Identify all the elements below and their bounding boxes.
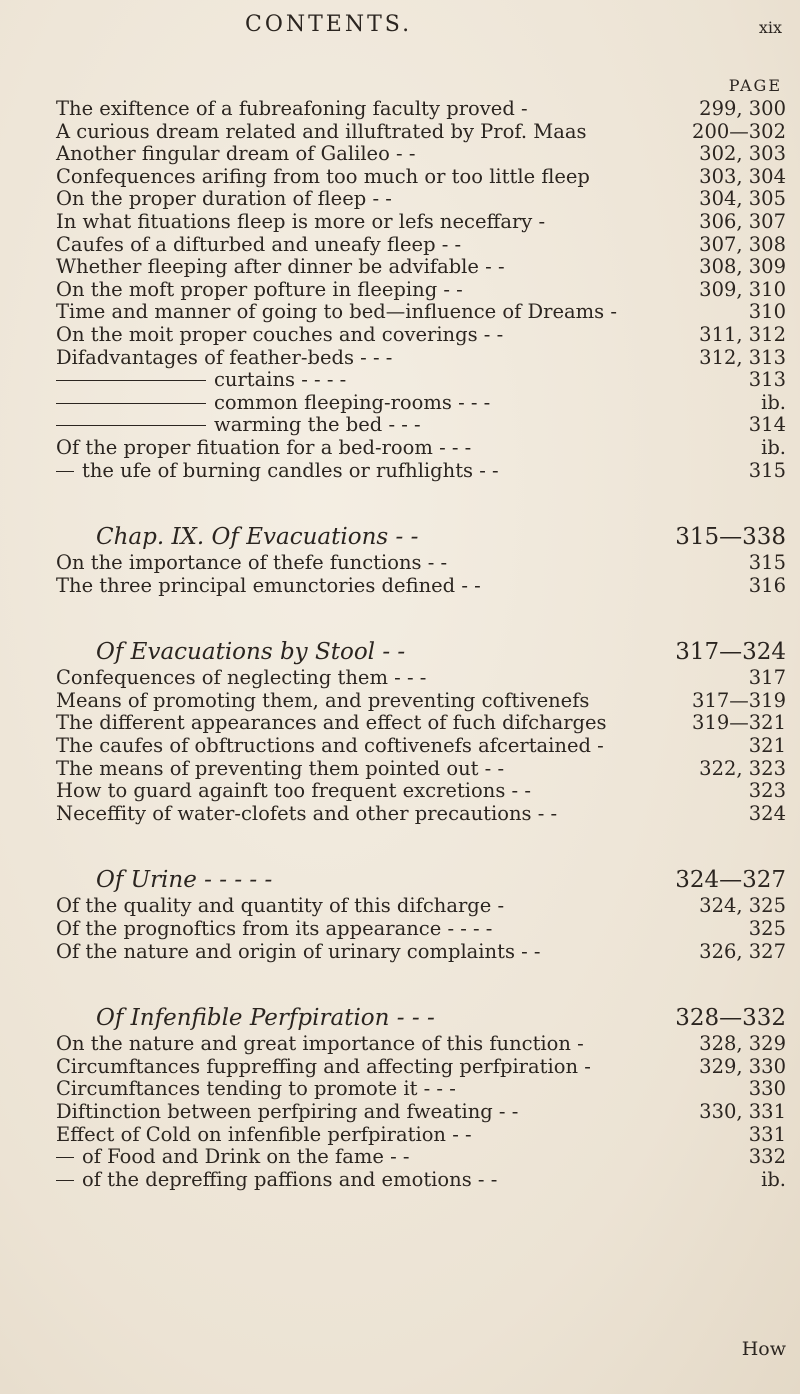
ditto-rule <box>56 403 206 404</box>
toc-entry <box>56 121 786 144</box>
toc-entry-page: 200—302 <box>692 119 786 143</box>
ditto-rule <box>56 380 206 381</box>
toc-entry <box>56 98 786 121</box>
toc-entry <box>56 780 786 803</box>
toc-entry-page: ib. <box>761 1167 786 1191</box>
toc-entry <box>56 758 786 781</box>
page-column-label: PAGE <box>728 76 782 95</box>
toc-block-stool <box>56 667 786 825</box>
toc-entry-title: Caufes of a difturbed and uneafy fleep - - <box>56 232 462 256</box>
toc-entry <box>56 1101 786 1124</box>
toc-entry-title: common fleeping-rooms - - - <box>56 392 490 415</box>
toc-entry <box>56 324 786 347</box>
toc-entry <box>56 918 786 941</box>
toc-entry <box>56 1078 786 1101</box>
toc-entry-title: Circumftances fuppreffing and affecting perfpiration - <box>56 1054 591 1078</box>
toc-block-urine <box>56 895 786 963</box>
toc-entry <box>56 414 786 437</box>
toc-entry-page: 311, 312 <box>699 322 786 346</box>
toc-entry <box>56 279 786 302</box>
toc-entry <box>56 211 786 234</box>
toc-entry-title: Of the quality and quantity of this difcharge - <box>56 894 505 918</box>
toc-entry-title: A curious dream related and illuftrated by Prof. Maas <box>56 119 587 143</box>
toc-entry-title: On the moit proper couches and coverings - - <box>56 322 504 346</box>
toc-entry-page: 302, 303 <box>699 142 786 166</box>
ditto-rule <box>56 471 74 472</box>
toc-entry <box>56 143 786 166</box>
toc-entry-title: The different appearances and effect of fuch difcharges <box>56 711 607 735</box>
toc-block-sleep <box>56 98 786 482</box>
toc-entry-title: Means of promoting them, and preventing coftivenefs <box>56 688 590 712</box>
toc-entry-title: On the nature and great importance of this function - <box>56 1032 584 1056</box>
toc-entry <box>56 1124 786 1147</box>
toc-entry <box>56 1056 786 1079</box>
toc-entry-title: curtains - - - - <box>56 369 346 392</box>
toc-entry-page: 317 <box>748 666 786 690</box>
toc-entry-page: 304, 305 <box>699 187 786 211</box>
toc-entry-title: Circumftances tending to promote it - - - <box>56 1077 456 1101</box>
toc-entry <box>56 575 786 598</box>
toc-block-evacuations <box>56 552 786 597</box>
toc-entry <box>56 667 786 690</box>
toc-entry-page: 330, 331 <box>699 1100 786 1123</box>
toc-entry-title: Confequences of neglecting them - - - <box>56 666 427 690</box>
toc-entry-page: 310 <box>748 300 786 324</box>
toc-entry-page: 309, 310 <box>699 277 786 301</box>
toc-entry-title: In what fituations fleep is more or lefs neceffary - <box>56 209 546 233</box>
toc-entry-page: 319—321 <box>692 711 786 735</box>
ditto-rule <box>56 1157 74 1158</box>
toc-entry-page: 324, 325 <box>699 894 786 918</box>
toc-entry <box>56 256 786 279</box>
toc-entry <box>56 803 786 826</box>
toc-entry <box>56 735 786 758</box>
toc-entry-page: 312, 313 <box>699 345 786 369</box>
toc-entry-page: 299, 300 <box>699 97 786 120</box>
section-heading-stool: Of Evacuations by Stool - - 317—324 <box>96 639 786 666</box>
toc-entry-title: On the moft proper pofture in fleeping - - <box>56 277 463 301</box>
toc-entry-page: 328, 329 <box>699 1032 786 1056</box>
toc-entry <box>56 301 786 324</box>
toc-entry <box>56 1146 786 1169</box>
section-heading-urine: Of Urine - - - - - 324—327 <box>96 867 786 894</box>
toc-entry-title: Of the prognoftics from its appearance - - - - <box>56 917 493 941</box>
toc-entry-page: 303, 304 <box>699 164 786 188</box>
toc-entry-title: The three principal emunctories defined - - <box>56 573 481 597</box>
toc-entry-page: 331 <box>748 1122 786 1146</box>
toc-entry <box>56 1169 786 1192</box>
toc-entry-title: How to guard againft too frequent excretions - - <box>56 779 531 803</box>
toc-entry-title: On the importance of thefe functions - - <box>56 551 448 575</box>
toc-entry-title: On the proper duration of fleep - - <box>56 187 392 211</box>
toc-entry-page: ib. <box>761 435 786 459</box>
toc-entry <box>56 166 786 189</box>
page-number: xix <box>758 18 782 37</box>
toc-entry-page: 330 <box>748 1077 786 1101</box>
toc-entry-title: Effect of Cold on infenfible perfpiration - - <box>56 1122 472 1146</box>
toc-entry <box>56 188 786 211</box>
toc-entry-title: The exiftence of a fubreafoning faculty proved - <box>56 97 528 120</box>
toc-entry-title: Difadvantages of feather-beds - - - <box>56 345 393 369</box>
toc-entry-title: Time and manner of going to bed—influence of Dreams - <box>56 300 617 324</box>
toc-entry-title: Another fingular dream of Galileo - - <box>56 142 416 166</box>
toc-entry-title: Diftinction between perfpiring and fweating - - <box>56 1100 519 1123</box>
toc-entry <box>56 1033 786 1056</box>
running-head <box>0 12 800 42</box>
toc-entry <box>56 392 786 415</box>
toc-entry-page: 323 <box>748 779 786 803</box>
toc-entry <box>56 347 786 370</box>
toc-entry-title: Of the proper fituation for a bed-room - - - <box>56 435 472 459</box>
toc-entry-title: the ufe of burning candles or rufhlights - - <box>56 460 499 483</box>
toc-entry <box>56 941 786 964</box>
toc-entry-page: 306, 307 <box>699 209 786 233</box>
toc-entry <box>56 234 786 257</box>
toc-entry-title: warming the bed - - - <box>56 414 421 437</box>
toc-entry-page: 321 <box>748 734 786 758</box>
toc-entry-page: 322, 323 <box>699 756 786 780</box>
toc-entry-title: of the depreffing paffions and emotions - - <box>56 1169 497 1192</box>
toc-entry-page: 316 <box>748 573 786 597</box>
toc-entry <box>56 895 786 918</box>
table-of-contents <box>56 98 786 1191</box>
catchword: How <box>741 1338 786 1360</box>
toc-entry-page: 324 <box>748 801 786 825</box>
toc-entry-title: Neceffity of water-clofets and other precautions - - <box>56 801 558 825</box>
toc-entry <box>56 437 786 460</box>
section-heading-perspiration: Of Infenfible Perfpiration - - - 328—332 <box>96 1005 786 1032</box>
toc-entry-page: 314 <box>748 413 786 437</box>
toc-entry <box>56 369 786 392</box>
toc-entry <box>56 712 786 735</box>
ditto-rule <box>56 1180 74 1181</box>
toc-entry-page: 308, 309 <box>699 255 786 279</box>
toc-entry-title: Confequences arifing from too much or too little fleep <box>56 164 590 188</box>
toc-block-perspiration <box>56 1033 786 1191</box>
chapter-heading: Chap. IX. Of Evacuations - - 315—338 <box>96 524 786 551</box>
toc-entry-title: The caufes of obftructions and coftivenefs afcertained - <box>56 734 604 758</box>
toc-entry <box>56 460 786 483</box>
toc-entry-title: Whether fleeping after dinner be advifable - - <box>56 255 505 279</box>
toc-entry-page: 315 <box>748 551 786 575</box>
toc-entry-page: 315 <box>748 458 786 482</box>
toc-entry-page: 326, 327 <box>699 939 786 963</box>
toc-entry-page: 313 <box>748 368 786 392</box>
toc-entry-page: 332 <box>748 1145 786 1169</box>
ditto-rule <box>56 425 206 426</box>
page-title: CONTENTS. <box>245 12 413 37</box>
toc-entry <box>56 690 786 713</box>
toc-entry-title: Of the nature and origin of urinary complaints - - <box>56 939 541 963</box>
toc-entry-title: The means of preventing them pointed out - - <box>56 756 505 780</box>
toc-entry-page: 325 <box>748 917 786 941</box>
toc-entry-page: 307, 308 <box>699 232 786 256</box>
toc-entry-title: of Food and Drink on the fame - - <box>56 1146 410 1169</box>
toc-entry-page: 317—319 <box>692 688 786 712</box>
toc-entry <box>56 552 786 575</box>
toc-entry-page: 329, 330 <box>699 1054 786 1078</box>
toc-entry-page: ib. <box>761 390 786 414</box>
